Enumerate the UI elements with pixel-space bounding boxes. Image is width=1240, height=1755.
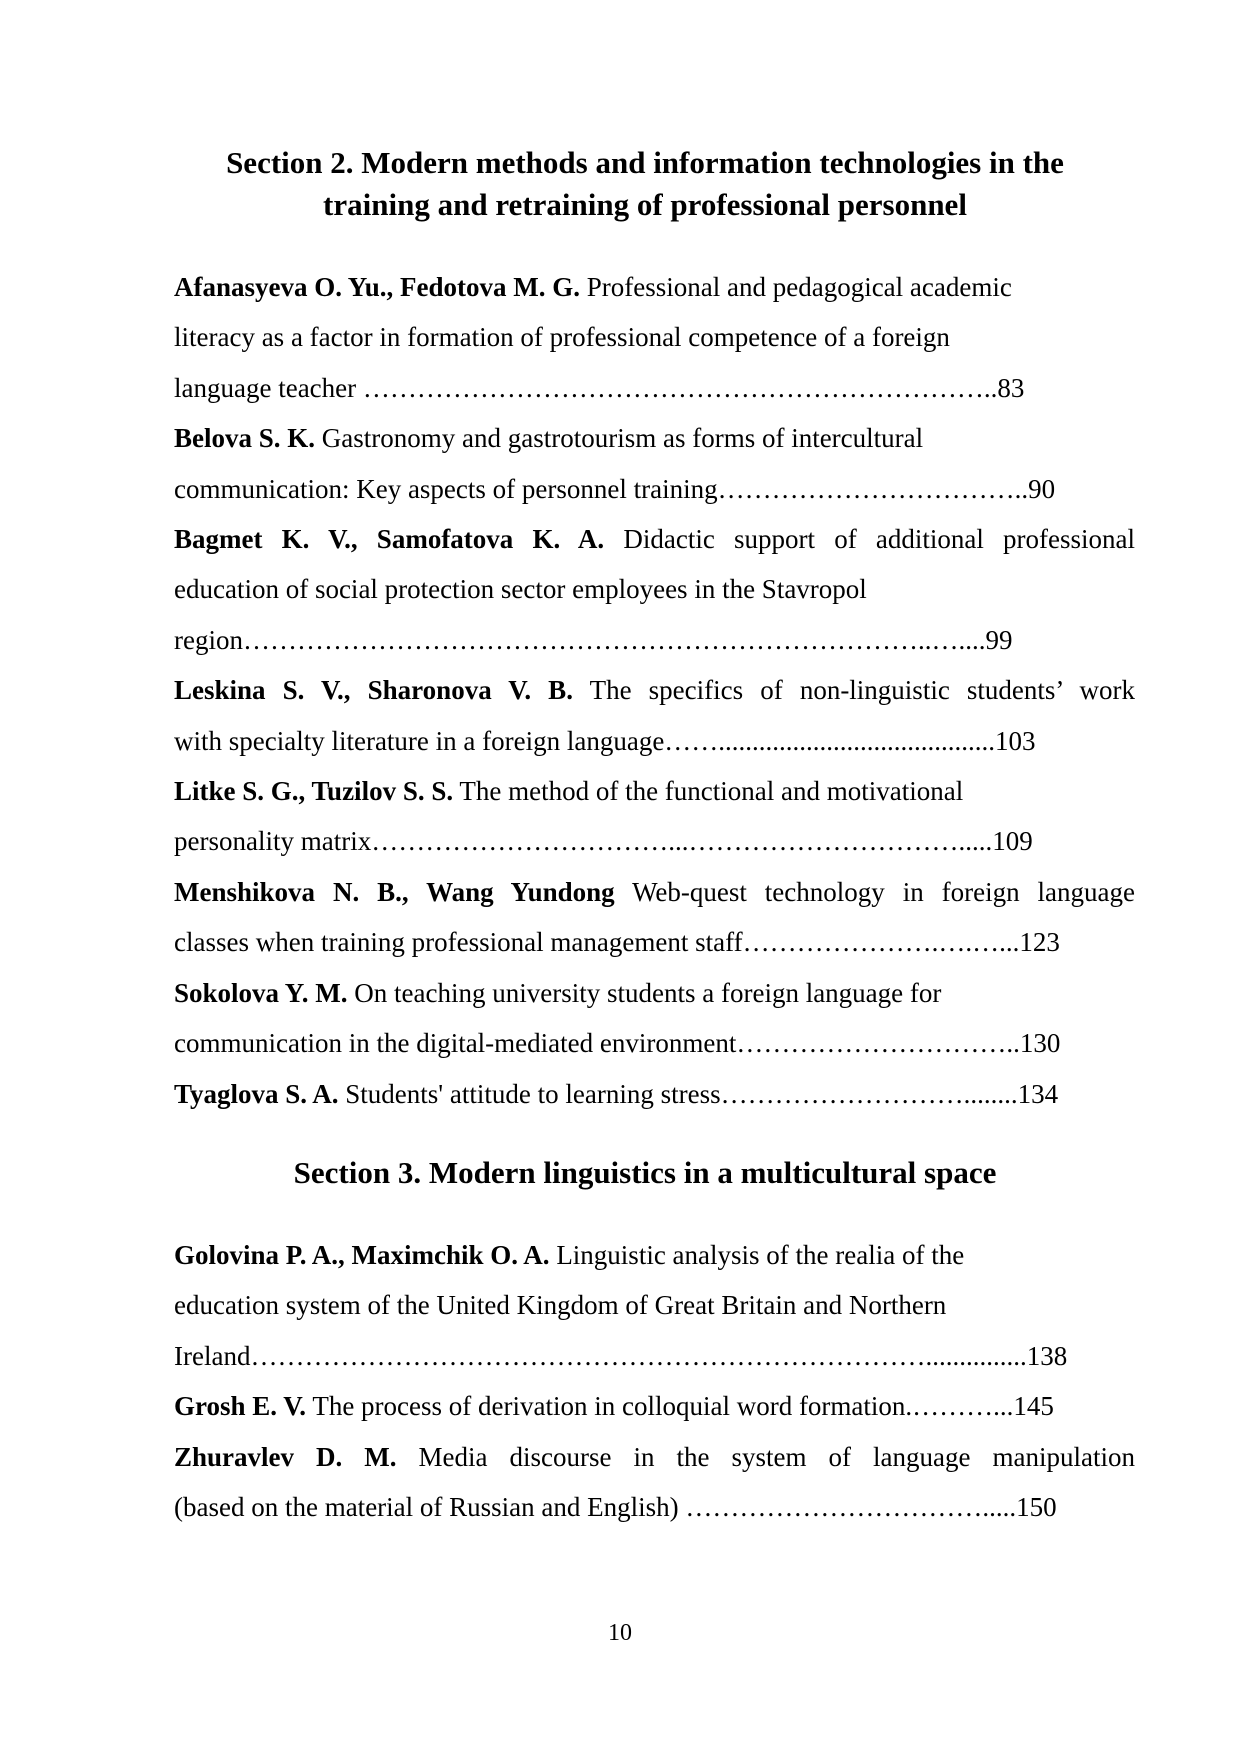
toc-entry[interactable] (174, 968, 1135, 1069)
entry-authors: Sokolova Y. M. (174, 977, 348, 1008)
toc-entry[interactable] (174, 514, 1135, 665)
entry-title-text: Gastronomy and gastrotourism as forms of intercultural (315, 423, 924, 454)
toc-entry[interactable] (174, 766, 1135, 867)
entry-title-text: literacy as a factor in formation of professional competence of a foreign (174, 322, 950, 353)
entry-title-text: On teaching university students a foreign language for (347, 977, 942, 1008)
toc-entry[interactable] (174, 262, 1135, 413)
section-2-title-line-2: training and retraining of professional personnel (323, 187, 967, 222)
entry-title-text: Media discourse in the system of language manipulation (396, 1441, 1136, 1472)
entry-title-leader-page: classes when training professional management staff………………….….…...123 (174, 927, 1060, 958)
entry-title-text: Didactic support of additional professional (604, 524, 1135, 555)
entry-title-leader-page: region…………………………………………………………………..…....99 (174, 624, 1013, 655)
entry-title-leader-page: Ireland…………………………………………………………………...............138 (174, 1340, 1068, 1371)
entry-authors: Bagmet K. V., Samofatova K. A. (174, 524, 605, 555)
toc-entry[interactable] (174, 867, 1135, 968)
entry-title-leader-page: personality matrix……………………………...………………………….....109 (174, 826, 1033, 857)
section-3-entries (174, 1230, 1135, 1532)
entry-title-text: education of social protection sector employees in the Stavropol (174, 574, 867, 605)
section-3-title: Section 3. Modern linguistics in a multicultural space (293, 1155, 997, 1190)
entry-authors: Litke S. G., Tuzilov S. S. (174, 776, 454, 807)
entry-authors: Leskina S. V., Sharonova V. B. (174, 675, 573, 706)
entry-title-leader-page: (based on the material of Russian and English) …………………………….....150 (174, 1492, 1057, 1523)
entry-title-leader-page: communication: Key aspects of personnel training……………………………..90 (174, 473, 1056, 504)
entry-authors: Golovina P. A., Maximchik O. A. (174, 1240, 550, 1270)
entry-title-leader-page: with specialty literature in a foreign language…….........................................103 (174, 725, 1036, 756)
toc-entry[interactable] (174, 413, 1135, 514)
entry-title-text: Linguistic analysis of the realia of the (549, 1240, 965, 1270)
entry-title-text: The method of the functional and motivational (453, 776, 964, 807)
entry-authors: Menshikova N. B., Wang Yundong (174, 876, 615, 907)
toc-entry[interactable] (174, 1230, 1135, 1381)
section-2-title-line-1: Section 2. Modern methods and information technologies in the (226, 145, 1064, 180)
entry-title-leader-page: Students' attitude to learning stress………………………........134 (338, 1078, 1059, 1109)
entry-title-text: education system of the United Kingdom of Great Britain and Northern (174, 1290, 947, 1321)
entry-authors: Tyaglova S. A. (174, 1078, 339, 1109)
entry-authors: Belova S. K. (174, 423, 316, 454)
entry-title-text: The specifics of non-linguistic students’ work (572, 675, 1135, 706)
section-2-entries (174, 262, 1135, 1119)
entry-authors: Zhuravlev D. M. (174, 1441, 397, 1472)
entry-authors: Afanasyeva O. Yu., Fedotova M. G. (174, 272, 581, 302)
entry-title-leader-page: The process of derivation in colloquial word formation.………...145 (306, 1391, 1054, 1422)
toc-entry[interactable] (174, 1432, 1135, 1533)
page-number: 10 (608, 1620, 632, 1646)
toc-entry[interactable] (174, 1069, 1135, 1119)
toc-entry[interactable] (174, 665, 1135, 766)
section-2-title (150, 142, 1140, 226)
toc-entry[interactable] (174, 1381, 1135, 1431)
entry-title-leader-page: communication in the digital-mediated environment…………………………..130 (174, 1028, 1061, 1059)
entry-title-text: Professional and pedagogical academic (580, 272, 1012, 302)
entry-authors: Grosh E. V. (174, 1391, 307, 1422)
entry-title-leader-page: language teacher ……………………………………………………………..83 (174, 372, 1025, 403)
entry-title-text: Web-quest technology in foreign language (614, 876, 1135, 907)
